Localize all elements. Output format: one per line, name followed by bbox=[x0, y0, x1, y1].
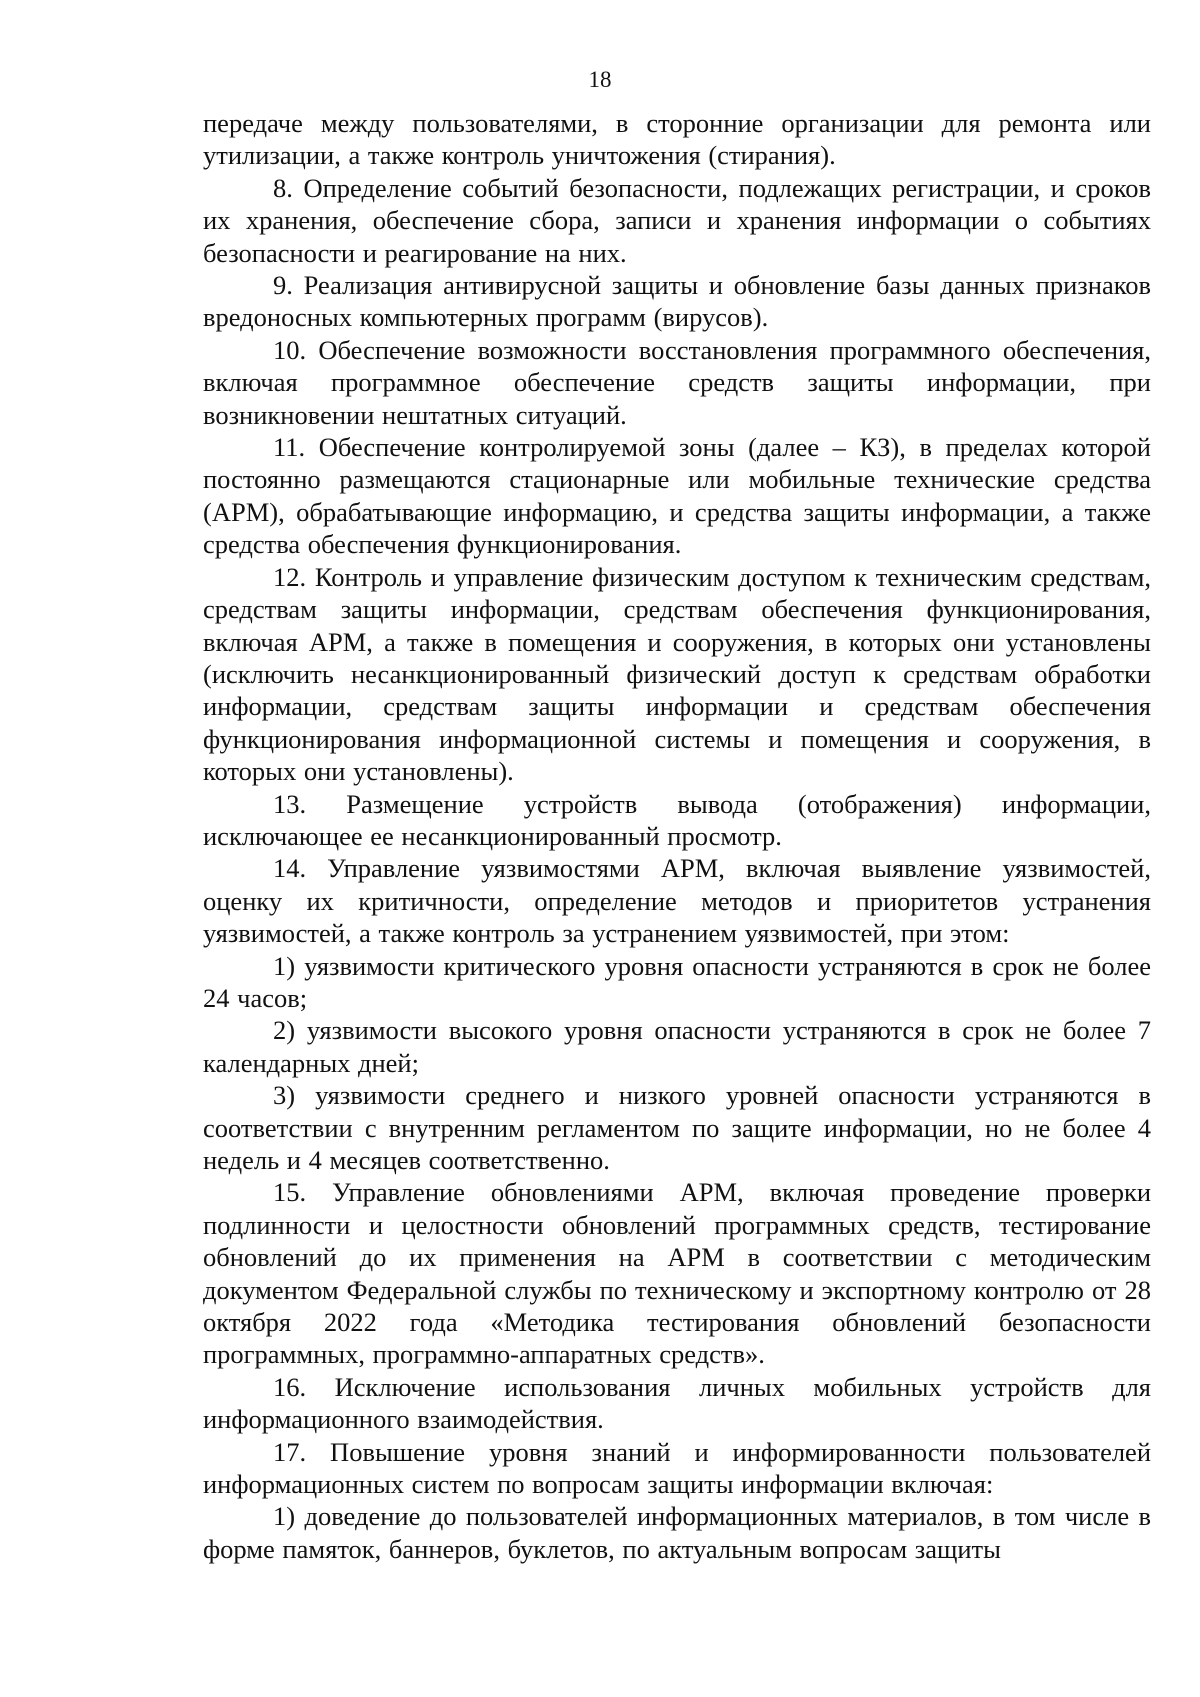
paragraph-item-15: 15. Управление обновлениями АРМ, включая проведение проверки подлинности и целостности обновлений программных средств, тестирование обновлений до их применения на АРМ в соответствии с методическим документом Федеральной службы по техническому и экспортному контролю от 28 октября 2022 года «Методика тестирования обновлений безопасности программных, программно-аппаратных средств». bbox=[203, 1177, 1151, 1370]
paragraph-item-16: 16. Исключение использования личных мобильных устройств для информационного взаимодействия. bbox=[203, 1371, 1151, 1435]
paragraph-item-10: 10. Обеспечение возможности восстановления программного обеспечения, включая программное обеспечение средств защиты информации, при возникновении нештатных ситуаций. bbox=[203, 334, 1151, 430]
paragraph-continuation: передаче между пользователями, в сторонние организации для ремонта или утилизации, а также контроль уничтожения (стирания). bbox=[203, 108, 1151, 171]
subitem-14-2: 2) уязвимости высокого уровня опасности устраняются в срок не более 7 календарных дней; bbox=[203, 1015, 1151, 1078]
paragraph-item-17: 17. Повышение уровня знаний и информированности пользователей информационных систем по вопросам защиты информации включая: bbox=[203, 1436, 1151, 1500]
paragraph-item-12: 12. Контроль и управление физическим доступом к техническим средствам, средствам защиты информации, средствам обеспечения функционирования, включая АРМ, а также в помещения и сооружения, в которых они установлены (исключить несанкционированный физический доступ к средствам обработки информации, средствам защиты информации и средствам обеспечения функционирования информационной системы и помещения и сооружения, в которых они установлены). bbox=[203, 561, 1151, 787]
paragraph-item-9: 9. Реализация антивирусной защиты и обновление базы данных признаков вредоносных компьютерных программ (вирусов). bbox=[203, 270, 1151, 333]
page-number: 18 bbox=[588, 67, 612, 92]
paragraph-item-14: 14. Управление уязвимостями АРМ, включая выявление уязвимостей, оценку их критичности, определение методов и приоритетов устранения уязвимостей, а также контроль за устранением уязвимостей, при этом: bbox=[203, 853, 1151, 949]
document-body bbox=[203, 107, 1151, 1565]
subitem-14-3: 3) уязвимости среднего и низкого уровней опасности устраняются в соответствии с внутренним регламентом по защите информации, но не более 4 недель и 4 месяцев соответственно. bbox=[203, 1080, 1151, 1175]
subitem-14-1: 1) уязвимости критического уровня опасности устраняются в срок не более 24 часов; bbox=[203, 950, 1151, 1013]
paragraph-item-8: 8. Определение событий безопасности, подлежащих регистрации, и сроков их хранения, обеспечение сбора, записи и хранения информации о событиях безопасности и реагирование на них. bbox=[203, 172, 1151, 268]
paragraph-item-11: 11. Обеспечение контролируемой зоны (далее – КЗ), в пределах которой постоянно размещаются стационарные или мобильные технические средства (АРМ), обрабатывающие информацию, и средства защиты информации, а также средства обеспечения функционирования. bbox=[203, 432, 1151, 560]
subitem-17-1: 1) доведение до пользователей информационных материалов, в том числе в форме памяток, баннеров, буклетов, по актуальным вопросам защиты bbox=[203, 1501, 1151, 1564]
paragraph-item-13: 13. Размещение устройств вывода (отображения) информации, исключающее ее несанкционированный просмотр. bbox=[203, 788, 1151, 851]
